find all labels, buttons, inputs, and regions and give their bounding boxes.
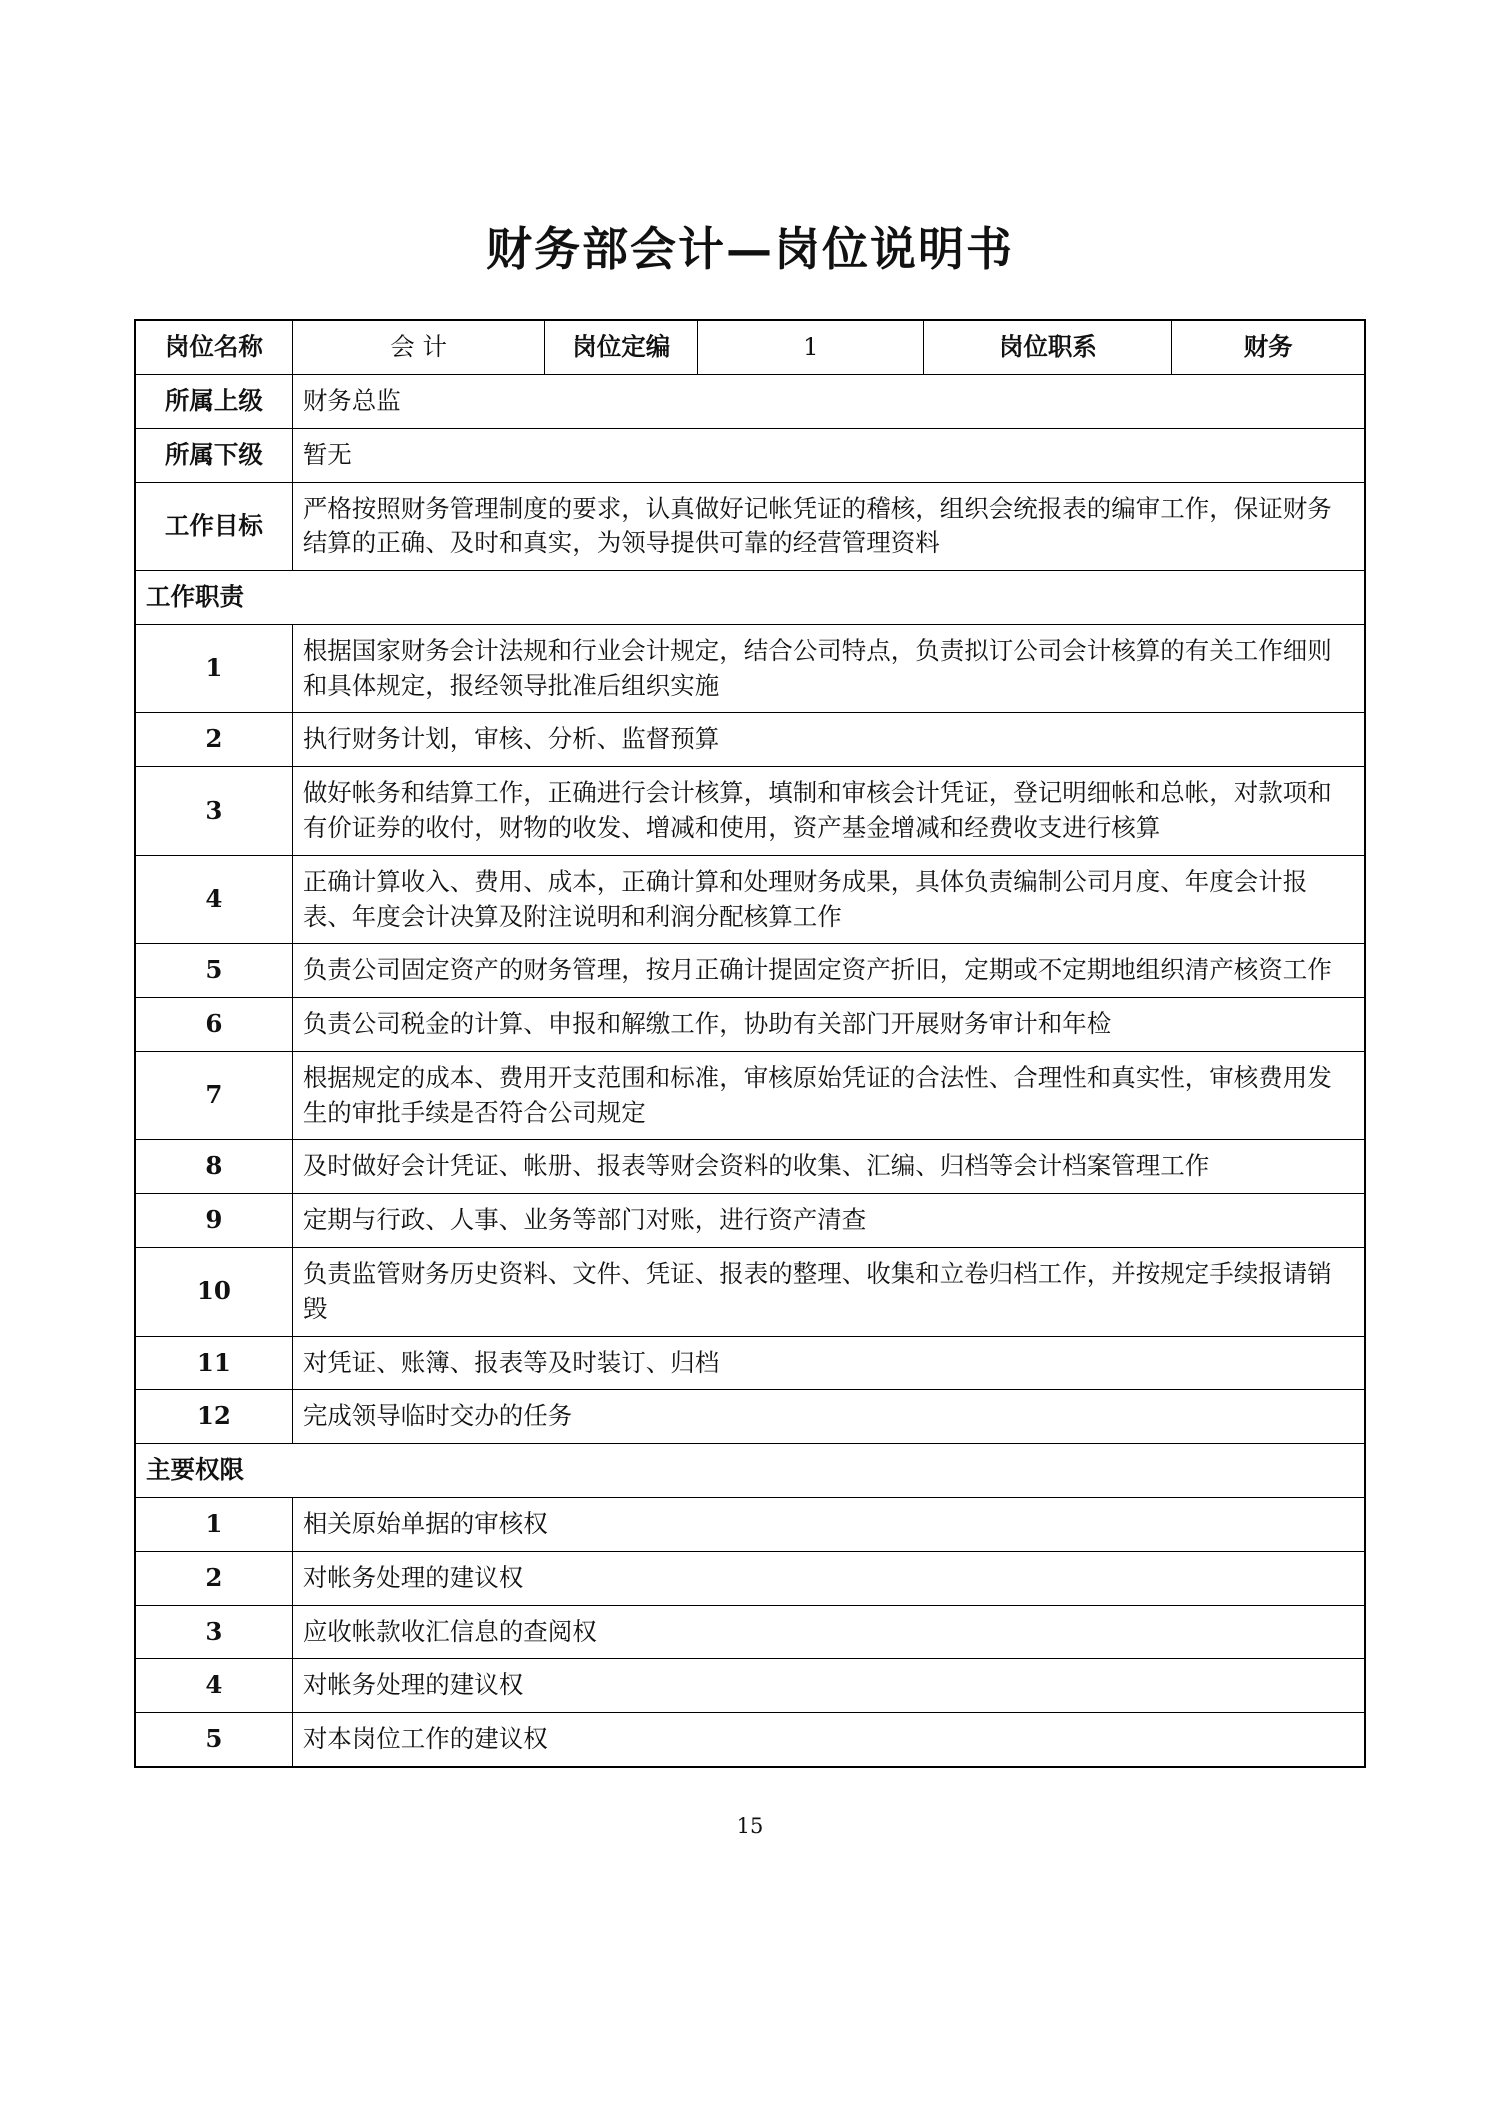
duty-row xyxy=(135,1194,1365,1248)
duty-row-number: 6 xyxy=(135,998,292,1052)
table-row-work-objective xyxy=(135,482,1365,571)
duty-row-number: 11 xyxy=(135,1336,292,1390)
job-description-table xyxy=(134,319,1366,1768)
authority-row-number: 4 xyxy=(135,1659,292,1713)
duty-row-text: 负责监管财务历史资料、文件、凭证、报表的整理、收集和立卷归档工作，并按规定手续报请销毁 xyxy=(292,1248,1365,1337)
duty-row xyxy=(135,713,1365,767)
authority-row xyxy=(135,1497,1365,1551)
work-objective-label: 工作目标 xyxy=(135,482,292,571)
duty-row xyxy=(135,1140,1365,1194)
authority-row-text: 对帐务处理的建议权 xyxy=(292,1659,1365,1713)
section-heading-authorities-row xyxy=(135,1444,1365,1498)
duty-row xyxy=(135,1248,1365,1337)
duty-row xyxy=(135,767,1365,856)
duty-row-number: 5 xyxy=(135,944,292,998)
duty-row xyxy=(135,855,1365,944)
duty-row-number: 2 xyxy=(135,713,292,767)
duty-row-text: 执行财务计划，审核、分析、监督预算 xyxy=(292,713,1365,767)
duty-row-text: 负责公司固定资产的财务管理，按月正确计提固定资产折旧，定期或不定期地组织清产核资工作 xyxy=(292,944,1365,998)
job-family-value: 财务 xyxy=(1172,320,1365,374)
job-description-table-body xyxy=(135,320,1365,1767)
duty-row-text: 根据国家财务会计法规和行业会计规定，结合公司特点，负责拟订公司会计核算的有关工作细则和具体规定，报经领导批准后组织实施 xyxy=(292,624,1365,713)
headcount-value: 1 xyxy=(698,320,924,374)
authority-row-text: 对本岗位工作的建议权 xyxy=(292,1713,1365,1767)
authority-row-text: 相关原始单据的审核权 xyxy=(292,1497,1365,1551)
authority-row xyxy=(135,1605,1365,1659)
duty-row-number: 4 xyxy=(135,855,292,944)
duty-row xyxy=(135,624,1365,713)
duty-row-text: 定期与行政、人事、业务等部门对账，进行资产清查 xyxy=(292,1194,1365,1248)
work-objective-value: 严格按照财务管理制度的要求，认真做好记帐凭证的稽核，组织会统报表的编审工作，保证财务结算的正确、及时和真实，为领导提供可靠的经营管理资料 xyxy=(292,482,1365,571)
position-name-label: 岗位名称 xyxy=(135,320,292,374)
authorities-section-heading: 主要权限 xyxy=(135,1444,1365,1498)
duty-row-number: 8 xyxy=(135,1140,292,1194)
duty-row-number: 10 xyxy=(135,1248,292,1337)
duties-section-heading: 工作职责 xyxy=(135,571,1365,625)
supervisor-value: 财务总监 xyxy=(292,374,1365,428)
authority-row-text: 对帐务处理的建议权 xyxy=(292,1551,1365,1605)
subordinate-value: 暂无 xyxy=(292,428,1365,482)
duty-row xyxy=(135,998,1365,1052)
authority-row xyxy=(135,1713,1365,1767)
authority-row-number: 2 xyxy=(135,1551,292,1605)
authority-row-number: 3 xyxy=(135,1605,292,1659)
duty-row-text: 完成领导临时交办的任务 xyxy=(292,1390,1365,1444)
duty-row-text: 及时做好会计凭证、帐册、报表等财会资料的收集、汇编、归档等会计档案管理工作 xyxy=(292,1140,1365,1194)
table-row-supervisor xyxy=(135,374,1365,428)
job-description-table-wrapper xyxy=(134,277,1366,1838)
job-family-label: 岗位职系 xyxy=(924,320,1172,374)
duty-row-text: 根据规定的成本、费用开支范围和标准，审核原始凭证的合法性、合理性和真实性，审核费用发生的审批手续是否符合公司规定 xyxy=(292,1051,1365,1140)
headcount-label: 岗位定编 xyxy=(545,320,698,374)
duty-row-text: 正确计算收入、费用、成本，正确计算和处理财务成果，具体负责编制公司月度、年度会计报表、年度会计决算及附注说明和利润分配核算工作 xyxy=(292,855,1365,944)
page-title: 财务部会计—岗位说明书 xyxy=(486,222,1014,276)
authority-row-text: 应收帐款收汇信息的查阅权 xyxy=(292,1605,1365,1659)
duty-row-number: 12 xyxy=(135,1390,292,1444)
position-name-value: 会 计 xyxy=(292,320,545,374)
supervisor-label: 所属上级 xyxy=(135,374,292,428)
duty-row-number: 7 xyxy=(135,1051,292,1140)
duty-row-text: 做好帐务和结算工作，正确进行会计核算，填制和审核会计凭证，登记明细帐和总帐，对款项和有价证券的收付，财物的收发、增减和使用，资产基金增减和经费收支进行核算 xyxy=(292,767,1365,856)
duty-row xyxy=(135,1051,1365,1140)
page-number: 15 xyxy=(736,1813,764,1838)
duty-row-number: 1 xyxy=(135,624,292,713)
table-row-subordinate xyxy=(135,428,1365,482)
table-row-position-summary xyxy=(135,320,1365,374)
authority-row xyxy=(135,1551,1365,1605)
duty-row-number: 9 xyxy=(135,1194,292,1248)
authority-row xyxy=(135,1659,1365,1713)
authority-row-number: 1 xyxy=(135,1497,292,1551)
authority-row-number: 5 xyxy=(135,1713,292,1767)
duty-row xyxy=(135,1336,1365,1390)
duty-row-number: 3 xyxy=(135,767,292,856)
duty-row xyxy=(135,1390,1365,1444)
subordinate-label: 所属下级 xyxy=(135,428,292,482)
duty-row-text: 对凭证、账簿、报表等及时装订、归档 xyxy=(292,1336,1365,1390)
section-heading-duties-row xyxy=(135,571,1365,625)
duty-row-text: 负责公司税金的计算、申报和解缴工作，协助有关部门开展财务审计和年检 xyxy=(292,998,1365,1052)
duty-row xyxy=(135,944,1365,998)
